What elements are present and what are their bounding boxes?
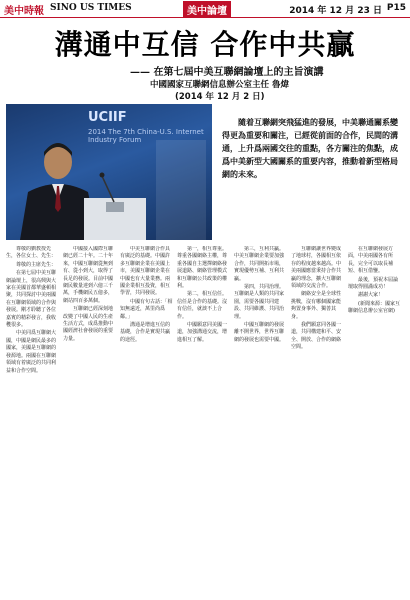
text-column: [6, 246, 60, 596]
body-paragraph: 中國接入國際互聯網已經二十年。二十年來，中國互聯網從無到有、從小到大，取得了長足的發展。目前中國網民數量達到六億三千萬，手機網民五億多，網站四百多萬個。: [63, 246, 114, 304]
body-paragraph: 尊敬的劉教授先生，各位女士、先生：: [6, 246, 57, 260]
body-paragraph: 中美互聯網合作具有廣泛的基礎。中國許多互聯網企業在美國上市，美國互聯網企業在中國也有大量業務。兩國企業相互投資，相互學習，共同發展。: [120, 246, 171, 297]
speaker-photo: [6, 104, 212, 240]
article-dateline: (2014 年 12 月 2 日): [175, 92, 265, 102]
body-paragraph: 溝通是增進互信的基礎，合作是實現共贏的途徑。: [120, 322, 171, 343]
body-paragraph: 第三，互利共贏。中美互聯網企業要加強合作，共同開拓市場，實現優勢互補、互利共贏。: [234, 246, 285, 282]
body-paragraph: 互聯網已經深刻地改變了中國人民的生產生活方式，成爲推動中國經濟社會發展的重要力量。: [63, 306, 114, 342]
body-paragraph: 第一，相互尊重。尊重各國網絡主權，尊重各國自主選擇網絡發展道路、網絡管理模式和互聯網公共政策的權利。: [177, 246, 228, 290]
masthead-logo: 美中時報: [4, 6, 44, 17]
text-column: [348, 246, 402, 596]
body-paragraph: 尊敬的主席先生：: [16, 261, 57, 268]
body-paragraph: 我們願意同各國一道，共同構建和平、安全、開放、合作的網絡空間。: [291, 322, 342, 351]
body-paragraph: 謝謝大家！: [358, 292, 384, 299]
text-column: [234, 246, 288, 596]
article-byline: 中國國家互聯網信息辦公室主任 魯煒: [150, 80, 289, 90]
article-headline: 溝通中互信 合作中共贏: [54, 28, 356, 61]
masthead: [0, 0, 410, 18]
body-paragraph: 中國互聯網的發展離不開世界，世界互聯網的發展也需要中國。: [234, 322, 285, 343]
lead-paragraph: 隨着互聯網突飛猛進的發展，中美聯通關系變得更為重要和關注，已經從前面的合作，民間的溝通，上升爲兩國交往的重點，各方關注的焦點，成爲中美新型大國關系的重要内容，推動着新型格局網的未來。: [222, 118, 398, 179]
issue-date: 2014 年 12 月 23 日: [289, 6, 382, 16]
body-paragraph: 中國有句古話：「相知無遠近，萬里尚爲鄰。」: [120, 298, 173, 320]
body-paragraph: 互聯網讓世界變成了地球村，各國相互依存的程度越來越高。中美兩國應當秉持合作共贏的理念，擴大互聯網領域的交流合作。: [291, 246, 342, 290]
section-tag: 美中論壇: [183, 1, 231, 18]
body-paragraph: 第四，共同治理。互聯網是人類的共同家園，需要各國共同建設、共同維護、共同治理。: [234, 284, 285, 320]
body-paragraph: 最後，預祝本屆論壇取得圓滿成功！: [348, 276, 399, 291]
body-paragraph: (新聞來源：國家互聯網信息辦公室官網): [348, 300, 400, 315]
article-subtitle: —— 在第七屆中美互聯網論壇上的主旨演講: [130, 67, 324, 78]
photo-banner-sub: 2014 The 7th China-U.S. Internet Industry Forum: [88, 128, 204, 144]
photo-banner: UCIIF: [88, 110, 127, 125]
page-number: P15: [386, 3, 406, 13]
body-paragraph: 第二，相互信任。信任是合作的基礎。沒有信任，就談不上合作。: [177, 291, 228, 320]
body-paragraph: 在第七屆中美互聯網論壇上，很高興與大家在美國首都華盛頓相聚，共同探討中美兩國在互聯網領域的合作與發展。剛才聆聽了各位嘉賓的精彩發言，我收穫很多。: [6, 270, 57, 329]
article-body: [6, 246, 406, 596]
body-paragraph: 網絡安全是全球性挑戰，沒有哪個國家能夠置身事外、獨善其身。: [291, 291, 342, 320]
body-paragraph: 在互聯網發展方面，中美兩國各有所長，完全可以取長補短、相互借鑒。: [348, 246, 394, 275]
body-paragraph: 中美同爲互聯網大國，中國是網民最多的國家，美國是互聯網的發源地。兩國在互聯網領域有着廣泛的共同利益和合作空間。: [6, 330, 57, 374]
text-column: [63, 246, 117, 596]
text-column: [120, 246, 174, 596]
text-column: [291, 246, 345, 596]
body-paragraph: 中國願意同美國一道，加強溝通交流，增進相互了解。: [177, 322, 228, 343]
masthead-logo-en: SINO US TIMES: [50, 3, 132, 13]
text-column: [177, 246, 231, 596]
